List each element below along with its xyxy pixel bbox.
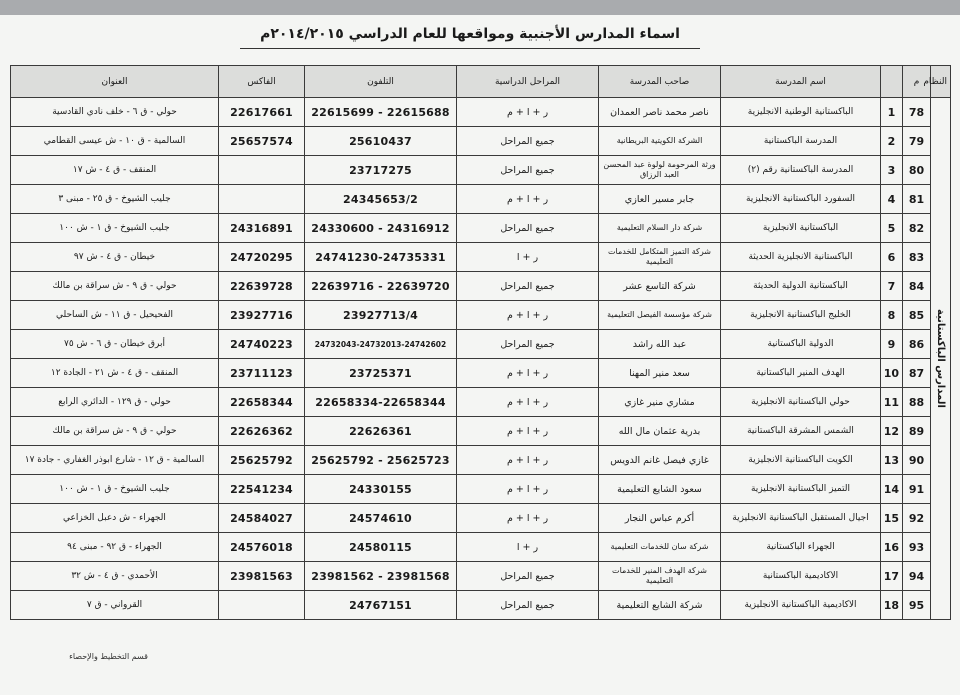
table-row — [11, 591, 951, 620]
cell-phone: 23981562 - 23981568 — [305, 562, 457, 591]
cell-address: الفحيحيل - ق ١١ - ش الساحلي — [11, 301, 219, 330]
cell-owner: شركة دار السلام التعليمية — [599, 214, 721, 243]
table-row — [11, 301, 951, 330]
cell-fax: 22626362 — [219, 417, 305, 446]
cell-address: الأحمدي - ق ٤ - ش ٣٢ — [11, 562, 219, 591]
cell-num: 16 — [881, 533, 903, 562]
cell-stages: جميع المراحل — [457, 214, 599, 243]
cell-school: الاكاديمية الباكستانية — [721, 562, 881, 591]
cell-phone: 24580115 — [305, 533, 457, 562]
section-label: المدارس الباكستانية — [935, 309, 946, 408]
cell-address: الجهراء - ش دعبل الخزاعي — [11, 504, 219, 533]
cell-owner: مشاري منير غازي — [599, 388, 721, 417]
cell-phone: 23717275 — [305, 156, 457, 185]
cell-owner: شركة الشايع التعليمية — [599, 591, 721, 620]
cell-seq: 87 — [903, 359, 931, 388]
cell-phone: 22615699 - 22615688 — [305, 98, 457, 127]
cell-phone: 22626361 — [305, 417, 457, 446]
cell-school: اجيال المستقبل الباكستانية الانجليزية — [721, 504, 881, 533]
cell-stages: ر + ا — [457, 533, 599, 562]
table-row — [11, 562, 951, 591]
cell-seq: 78 — [903, 98, 931, 127]
cell-seq: 92 — [903, 504, 931, 533]
cell-stages: جميع المراحل — [457, 156, 599, 185]
cell-phone: 24574610 — [305, 504, 457, 533]
cell-fax: 24584027 — [219, 504, 305, 533]
cell-phone: 22639716 - 22639720 — [305, 272, 457, 301]
cell-address: جليب الشيوخ - ق ١ - ش ١٠٠ — [11, 214, 219, 243]
cell-seq: 90 — [903, 446, 931, 475]
cell-school: الباكستانية الانجليزية — [721, 214, 881, 243]
header-school: اسم المدرسة — [721, 66, 881, 98]
cell-seq: 79 — [903, 127, 931, 156]
cell-school: الاكاديمية الباكستانية الانجليزية — [721, 591, 881, 620]
cell-phone: 24741230-24735331 — [305, 243, 457, 272]
cell-school: الكويت الباكستانية الانجليزية — [721, 446, 881, 475]
table-header-row — [11, 66, 951, 98]
table-row — [11, 388, 951, 417]
cell-stages: جميع المراحل — [457, 591, 599, 620]
table-row — [11, 98, 951, 127]
cell-owner: سعد منير المهنا — [599, 359, 721, 388]
header-phone: التلفون — [305, 66, 457, 98]
cell-owner: جابر مسير العازي — [599, 185, 721, 214]
cell-address: حولي - ق ٩ - ش سراقة بن مالك — [11, 417, 219, 446]
cell-num: 3 — [881, 156, 903, 185]
cell-fax: 24720295 — [219, 243, 305, 272]
cell-owner: ناصر محمد ناصر العمدان — [599, 98, 721, 127]
cell-fax: 24316891 — [219, 214, 305, 243]
cell-school: المدرسة الباكستانية رقم (٢) — [721, 156, 881, 185]
cell-phone: 25610437 — [305, 127, 457, 156]
cell-address: السالمية - ق ١٢ - شارع ابوذر الغفاري - جادة ١٧ — [11, 446, 219, 475]
cell-num: 7 — [881, 272, 903, 301]
cell-stages: ر + ا + م — [457, 98, 599, 127]
cell-stages: ر + ا + م — [457, 446, 599, 475]
cell-school: السفورد الباكستانية الانجليزية — [721, 185, 881, 214]
window-top-bar — [0, 0, 960, 15]
cell-seq: 91 — [903, 475, 931, 504]
cell-num: 14 — [881, 475, 903, 504]
schools-table — [10, 65, 951, 620]
cell-seq: 95 — [903, 591, 931, 620]
cell-seq: 89 — [903, 417, 931, 446]
cell-address: القرواني - ق ٧ — [11, 591, 219, 620]
cell-phone: 24732043-24732013-24742602 — [305, 330, 457, 359]
cell-seq: 80 — [903, 156, 931, 185]
cell-owner: شركة الهدف المنير للخدمات التعليمية — [599, 562, 721, 591]
cell-phone: 22658334-22658344 — [305, 388, 457, 417]
table-row — [11, 243, 951, 272]
cell-address: جليب الشيوخ - ق ١ - ش ١٠٠ — [11, 475, 219, 504]
cell-owner: شركة التاسع عشر — [599, 272, 721, 301]
cell-school: حولي الباكستانية الانجليزية — [721, 388, 881, 417]
table-row — [11, 475, 951, 504]
cell-owner: أكرم عباس النجار — [599, 504, 721, 533]
cell-fax — [219, 156, 305, 185]
table-row — [11, 533, 951, 562]
cell-num: 10 — [881, 359, 903, 388]
cell-stages: ر + ا + م — [457, 417, 599, 446]
cell-fax — [219, 185, 305, 214]
cell-num: 4 — [881, 185, 903, 214]
table-row — [11, 417, 951, 446]
cell-seq: 83 — [903, 243, 931, 272]
cell-address: المنقف - ق ٤ - ش ١٧ — [11, 156, 219, 185]
table-body — [11, 98, 951, 620]
cell-fax: 24740223 — [219, 330, 305, 359]
cell-fax: 25657574 — [219, 127, 305, 156]
cell-phone: 24345653/2 — [305, 185, 457, 214]
cell-address: الجهراء - ق ٩٢ - مبنى ٩٤ — [11, 533, 219, 562]
cell-fax: 24576018 — [219, 533, 305, 562]
cell-seq: 86 — [903, 330, 931, 359]
cell-num: 2 — [881, 127, 903, 156]
cell-school: الباكستانية الانجليزية الحديثة — [721, 243, 881, 272]
cell-address: المنقف - ق ٤ - ش ٢١ - الجادة ١٢ — [11, 359, 219, 388]
cell-owner: عبد الله راشد — [599, 330, 721, 359]
cell-address: جليب الشيوخ - ق ٢٥ - مبنى ٣ — [11, 185, 219, 214]
cell-fax: 22658344 — [219, 388, 305, 417]
cell-seq: 88 — [903, 388, 931, 417]
cell-address: حولي - ق ١٢٩ - الدائري الرابع — [11, 388, 219, 417]
cell-fax: 22617661 — [219, 98, 305, 127]
cell-owner: سعود الشايع التعليمية — [599, 475, 721, 504]
cell-fax: 23981563 — [219, 562, 305, 591]
cell-owner: شركة مؤسسة الفيصل التعليمية — [599, 301, 721, 330]
table-row — [11, 272, 951, 301]
header-seq: م — [903, 66, 931, 98]
cell-phone: 24330155 — [305, 475, 457, 504]
table-row — [11, 504, 951, 533]
cell-address: خيطان - ق ٤ - ش ٩٧ — [11, 243, 219, 272]
cell-num: 5 — [881, 214, 903, 243]
cell-school: الباكستانية الدولية الحديثة — [721, 272, 881, 301]
header-owner: صاحب المدرسة — [599, 66, 721, 98]
cell-school: الجهراء الباكستانية — [721, 533, 881, 562]
cell-seq: 85 — [903, 301, 931, 330]
cell-num: 18 — [881, 591, 903, 620]
cell-stages: ر + ا + م — [457, 504, 599, 533]
cell-stages: ر + ا + م — [457, 301, 599, 330]
cell-num: 17 — [881, 562, 903, 591]
cell-school: الباكستانية الوطنية الانجليزية — [721, 98, 881, 127]
page-title: اسماء المدارس الأجنبية ومواقعها للعام الدراسي ٢٠١٤/٢٠١٥م — [240, 26, 700, 49]
cell-owner: ورثة المرحومة لولوة عبد المحسن العبد الرزاق — [599, 156, 721, 185]
cell-fax: 25625792 — [219, 446, 305, 475]
table-row — [11, 156, 951, 185]
cell-school: الهدف المنير الباكستانية — [721, 359, 881, 388]
cell-seq: 94 — [903, 562, 931, 591]
cell-stages: ر + ا + م — [457, 388, 599, 417]
cell-stages: ر + ا + م — [457, 475, 599, 504]
cell-num: 13 — [881, 446, 903, 475]
cell-school: الدولية الباكستانية — [721, 330, 881, 359]
cell-owner: شركة سان للخدمات التعليمية — [599, 533, 721, 562]
cell-phone: 24767151 — [305, 591, 457, 620]
cell-school: التميز الباكستانية الانجليزية — [721, 475, 881, 504]
cell-phone: 23725371 — [305, 359, 457, 388]
cell-owner: الشركة الكويتية البريطانية — [599, 127, 721, 156]
cell-seq: 93 — [903, 533, 931, 562]
cell-school: الشمس المشرقة الباكستانية — [721, 417, 881, 446]
cell-num: 6 — [881, 243, 903, 272]
table-row — [11, 214, 951, 243]
cell-owner: شركة التميز المتكامل للخدمات التعليمية — [599, 243, 721, 272]
header-address: العنوان — [11, 66, 219, 98]
cell-phone: 23927713/4 — [305, 301, 457, 330]
cell-stages: جميع المراحل — [457, 272, 599, 301]
cell-stages: جميع المراحل — [457, 330, 599, 359]
cell-stages: ر + ا — [457, 243, 599, 272]
footer-note: قسم التخطيط والإحصاء — [69, 652, 148, 661]
cell-stages: ر + ا + م — [457, 359, 599, 388]
cell-seq: 82 — [903, 214, 931, 243]
cell-stages: جميع المراحل — [457, 127, 599, 156]
table-row — [11, 330, 951, 359]
header-num — [881, 66, 903, 98]
table-row — [11, 359, 951, 388]
table-row — [11, 185, 951, 214]
cell-address: أبرق خيطان - ق ٦ - ش ٧٥ — [11, 330, 219, 359]
header-section: النظام — [931, 66, 951, 98]
section-cell — [931, 98, 951, 620]
cell-num: 12 — [881, 417, 903, 446]
cell-num: 15 — [881, 504, 903, 533]
cell-fax — [219, 591, 305, 620]
cell-phone: 24330600 - 24316912 — [305, 214, 457, 243]
cell-num: 11 — [881, 388, 903, 417]
cell-num: 1 — [881, 98, 903, 127]
cell-address: حولي - ق ٩ - ش سراقة بن مالك — [11, 272, 219, 301]
cell-seq: 81 — [903, 185, 931, 214]
cell-fax: 23711123 — [219, 359, 305, 388]
cell-owner: بدرية عثمان مال الله — [599, 417, 721, 446]
cell-fax: 22639728 — [219, 272, 305, 301]
header-stages: المراحل الدراسية — [457, 66, 599, 98]
table-row — [11, 446, 951, 475]
cell-fax: 23927716 — [219, 301, 305, 330]
header-fax: الفاكس — [219, 66, 305, 98]
cell-address: السالمية - ق ١٠ - ش عيسى القطامي — [11, 127, 219, 156]
cell-school: المدرسة الباكستانية — [721, 127, 881, 156]
cell-seq: 84 — [903, 272, 931, 301]
cell-phone: 25625792 - 25625723 — [305, 446, 457, 475]
cell-address: حولي - ق ٦ - خلف نادي القادسية — [11, 98, 219, 127]
cell-stages: ر + ا + م — [457, 185, 599, 214]
table-row — [11, 127, 951, 156]
cell-stages: جميع المراحل — [457, 562, 599, 591]
cell-fax: 22541234 — [219, 475, 305, 504]
cell-school: الخليج الباكستانية الانجليزية — [721, 301, 881, 330]
cell-num: 9 — [881, 330, 903, 359]
cell-num: 8 — [881, 301, 903, 330]
cell-owner: غازي فيصل غانم الدويس — [599, 446, 721, 475]
